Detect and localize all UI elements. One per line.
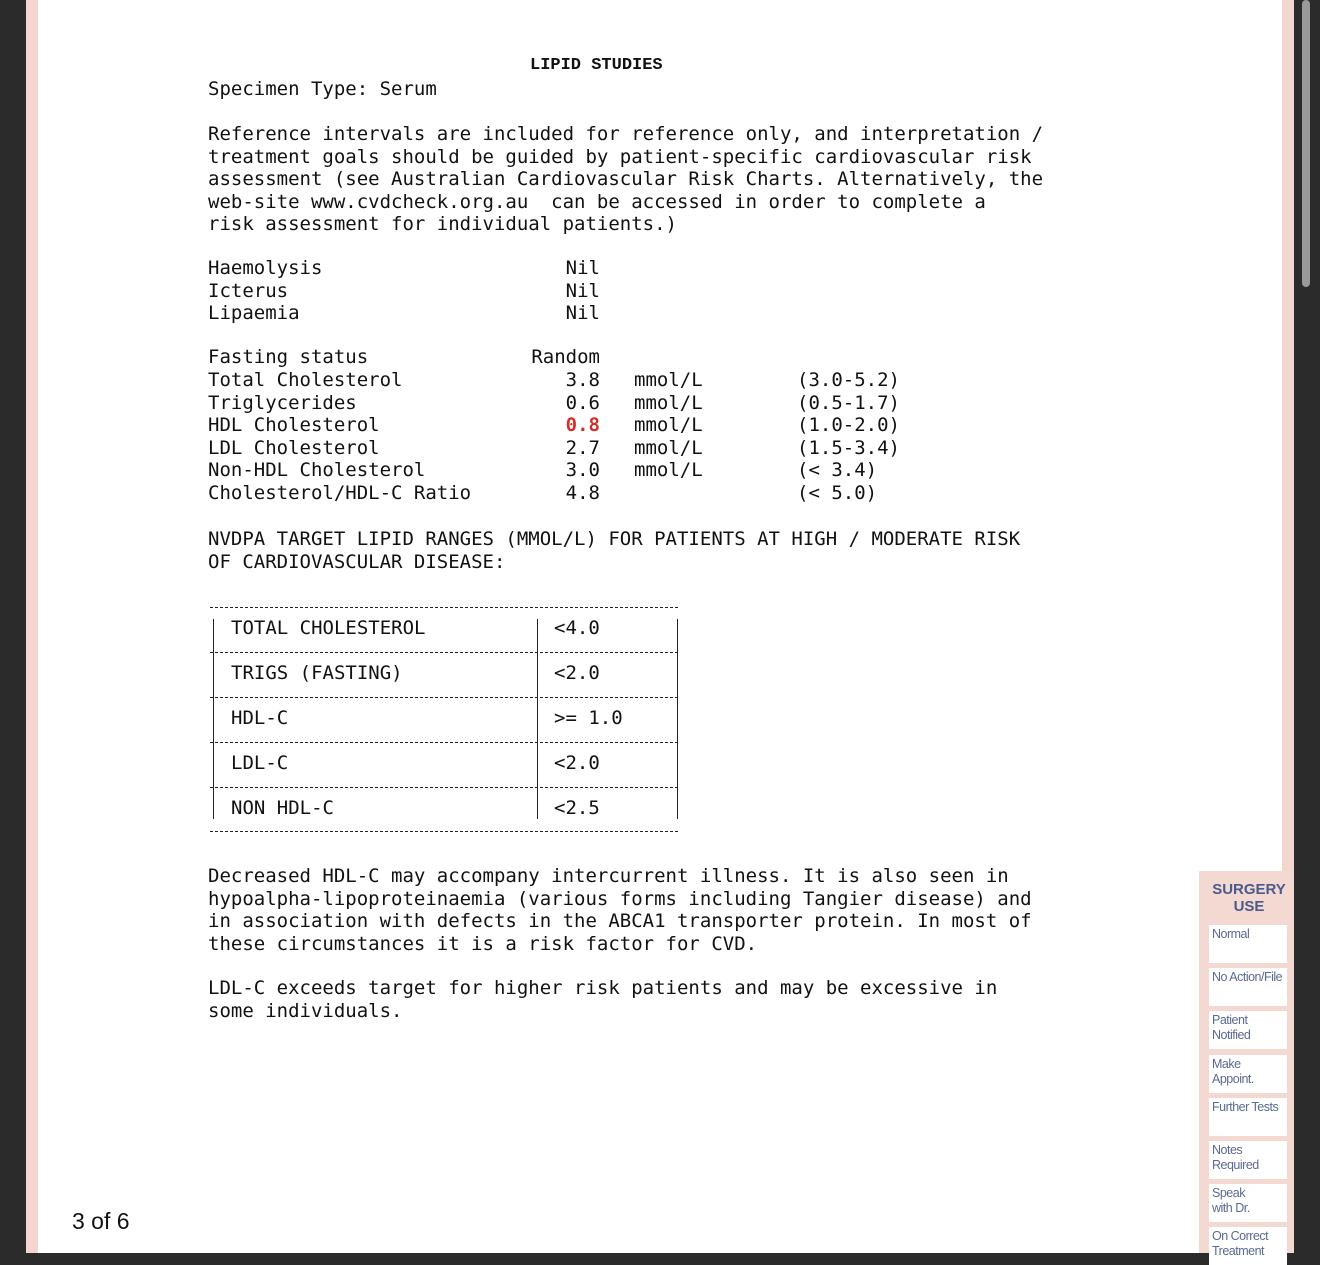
- index-name: Haemolysis: [208, 257, 323, 279]
- index-name: Icterus: [208, 279, 289, 302]
- result-name: Non-HDL Cholesterol: [208, 459, 426, 481]
- stamp-checkbox: [1209, 1055, 1287, 1093]
- fasting-label: Fasting status: [208, 346, 369, 368]
- table-divider: [210, 742, 678, 743]
- stamp-checkbox: [1209, 925, 1287, 963]
- target-heading-line: OF CARDIOVASCULAR DISEASE:: [208, 550, 506, 573]
- stamp-box-label: Notified: [1212, 1028, 1251, 1042]
- result-name: Cholesterol/HDL-C Ratio: [208, 481, 472, 504]
- specimen-type: Specimen Type: Serum: [208, 78, 437, 100]
- table-column-border: [677, 619, 678, 819]
- target-name: TOTAL CHOLESTEROL: [231, 617, 426, 639]
- result-name: Triglycerides: [208, 391, 357, 414]
- result-name: LDL Cholesterol: [208, 436, 380, 459]
- comment-line: Decreased HDL-C may accompany intercurrent illness. It is also seen in: [208, 865, 1009, 887]
- stamp-box-label: Treatment: [1212, 1244, 1265, 1258]
- index-value: Nil: [565, 257, 600, 279]
- stamp-box-label: Patient: [1212, 1013, 1248, 1027]
- table-divider: [210, 831, 678, 832]
- stamp-checkbox: [1209, 1011, 1287, 1049]
- table-divider: [210, 787, 678, 788]
- target-name: NON HDL-C: [231, 797, 334, 819]
- intro-line: risk assessment for individual patients.): [208, 213, 677, 235]
- result-reference-range: (3.0-5.2): [797, 369, 900, 391]
- stamp-title-line: SURGERY: [1212, 881, 1286, 898]
- target-heading-line: NVDPA TARGET LIPID RANGES (MMOL/L) FOR PATIENTS AT HIGH / MODERATE RISK: [208, 528, 1021, 550]
- stamp-checkbox: [1209, 1184, 1287, 1222]
- index-value: Nil: [565, 302, 600, 324]
- stamp-box-label: On Correct: [1212, 1229, 1269, 1243]
- index-value: Nil: [565, 279, 600, 302]
- stamp-box-label: Required: [1212, 1158, 1259, 1172]
- result-unit: mmol/L: [634, 391, 703, 414]
- stamp-title-line: USE: [1233, 898, 1265, 915]
- comment-line: these circumstances it is a risk factor for CVD.: [208, 932, 758, 955]
- result-value: 4.8: [565, 481, 600, 504]
- stamp-box-label: Appoint.: [1212, 1072, 1254, 1086]
- result-reference-range: (< 5.0): [797, 481, 878, 504]
- comment-line: some individuals.: [208, 999, 403, 1022]
- scrollbar-thumb[interactable]: [1302, 0, 1310, 287]
- result-reference-range: (1.0-2.0): [797, 414, 900, 436]
- result-unit: mmol/L: [634, 414, 703, 436]
- fasting-value: Random: [531, 346, 600, 368]
- intro-line: assessment (see Australian Cardiovascular Risk Charts. Alternatively, the: [208, 168, 1044, 190]
- comment-line: hypoalpha-lipoproteinaemia (various forms including Tangier disease) and: [208, 887, 1032, 910]
- stamp-checkbox: [1209, 1098, 1287, 1136]
- result-value: 0.6: [565, 391, 600, 414]
- result-value: 2.7: [565, 436, 600, 459]
- result-name: HDL Cholesterol: [208, 414, 380, 436]
- result-unit: mmol/L: [634, 436, 703, 459]
- intro-line: web-site www.cvdcheck.org.au can be accessed in order to complete a: [208, 190, 986, 213]
- intro-line: treatment goals should be guided by patient-specific cardiovascular risk: [208, 145, 1032, 168]
- surgery-use-stamp: [1199, 871, 1294, 1258]
- table-divider: [210, 652, 678, 653]
- result-value: 3.0: [565, 459, 600, 481]
- table-column-border: [537, 619, 538, 819]
- stamp-checkbox: [1209, 968, 1287, 1006]
- stamp-box-label: Notes: [1212, 1143, 1243, 1157]
- stamp-box-label: Normal: [1212, 927, 1250, 941]
- stamp-box-label: with Dr.: [1212, 1201, 1250, 1215]
- index-name: Lipaemia: [208, 302, 300, 324]
- target-value: <2.0: [554, 752, 600, 774]
- stamp-box-label: Speak: [1212, 1186, 1245, 1200]
- result-reference-range: (1.5-3.4): [797, 436, 900, 459]
- stamp-box-label: No Action/File: [1212, 970, 1283, 984]
- target-name: HDL-C: [231, 707, 289, 729]
- result-value: 0.8: [565, 414, 600, 436]
- target-value: <4.0: [554, 617, 600, 639]
- table-divider: [210, 697, 678, 698]
- stamp-box-label: Make: [1212, 1057, 1241, 1071]
- target-value: >= 1.0: [554, 707, 623, 729]
- result-unit: mmol/L: [634, 369, 703, 391]
- table-divider: [210, 607, 678, 608]
- stamp-checkbox: [1209, 1227, 1287, 1265]
- target-value: <2.5: [554, 797, 600, 819]
- result-reference-range: (< 3.4): [797, 459, 878, 481]
- intro-line: Reference intervals are included for reference only, and interpretation /: [208, 123, 1044, 145]
- stamp-title: [1199, 881, 1299, 915]
- report-title: LIPID STUDIES: [530, 56, 663, 75]
- target-value: <2.0: [554, 662, 600, 684]
- target-name: LDL-C: [231, 752, 289, 774]
- page-indicator: 3 of 6: [72, 1208, 130, 1234]
- table-column-border: [213, 619, 214, 819]
- result-value: 3.8: [565, 369, 600, 391]
- comment-line: LDL-C exceeds target for higher risk patients and may be excessive in: [208, 977, 998, 999]
- stamp-box-label: Further Tests: [1212, 1100, 1279, 1114]
- result-name: Total Cholesterol: [208, 369, 403, 391]
- target-name: TRIGS (FASTING): [231, 662, 403, 684]
- stamp-checkbox: [1209, 1141, 1287, 1179]
- result-reference-range: (0.5-1.7): [797, 391, 900, 414]
- comment-line: in association with defects in the ABCA1 transporter protein. In most of: [208, 910, 1032, 932]
- result-unit: mmol/L: [634, 459, 703, 481]
